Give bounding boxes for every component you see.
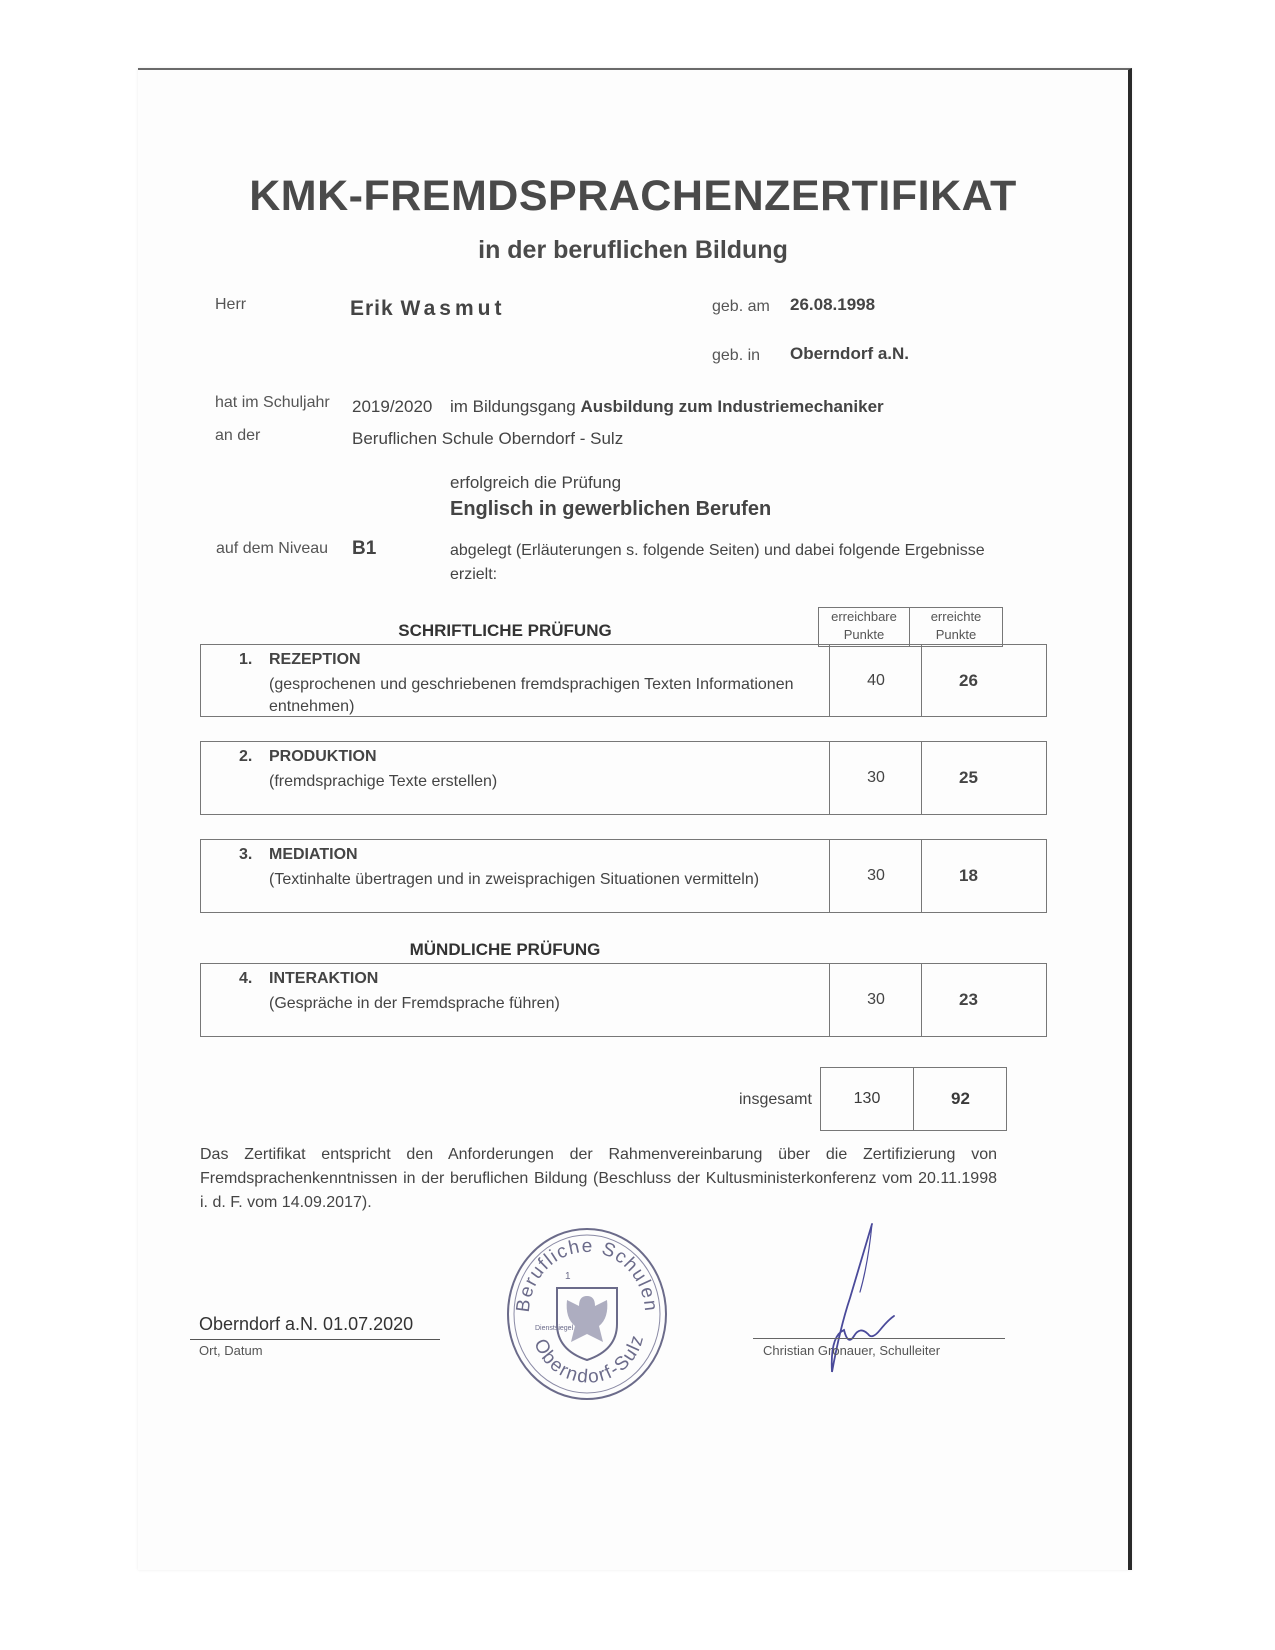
achieved-points-header-line1: erreichte <box>930 609 982 624</box>
total-label: insgesamt <box>739 1091 812 1108</box>
row-number: 4. <box>239 970 253 987</box>
birth-place: Oberndorf a.N. <box>790 344 910 363</box>
row-title: REZEPTION <box>269 651 361 668</box>
row-max-points: 40 <box>829 645 922 716</box>
row-achieved-points: 23 <box>921 964 1015 1036</box>
row-description: (Textinhalte übertragen und in zweisprachigen Situationen vermitteln) <box>269 871 760 888</box>
achieved-points-header-line2: Punkte <box>935 627 977 642</box>
oral-exam-heading: MÜNDLICHE PRÜFUNG <box>409 940 601 959</box>
table-row <box>200 963 1047 1037</box>
row-title: INTERAKTION <box>269 970 379 987</box>
written-exam-heading: SCHRIFTLICHE PRÜFUNG <box>398 621 612 640</box>
certificate-subtitle: in der beruflichen Bildung <box>478 236 788 264</box>
level-label: auf dem Niveau <box>216 540 329 557</box>
course-name: Ausbildung zum Industriemechaniker <box>580 397 884 416</box>
max-points-header-line2: Punkte <box>843 627 885 642</box>
level-value: B1 <box>352 538 377 559</box>
table-row <box>200 839 1047 913</box>
row-achieved-points: 26 <box>921 645 1015 716</box>
place-date-line <box>190 1339 440 1340</box>
total-box <box>820 1067 1007 1131</box>
row-achieved-points: 25 <box>921 742 1015 814</box>
school-name: Beruflichen Schule Oberndorf - Sulz <box>352 429 624 448</box>
row-max-points: 30 <box>829 964 922 1036</box>
row-description: (gesprochenen und geschriebenen fremdsprachigen Texten Informationen entnehmen) <box>269 676 794 715</box>
result-text: abgelegt (Erläuterungen s. folgende Seiten) und dabei folgende Ergebnisse erzielt: <box>450 542 985 583</box>
place-date: Oberndorf a.N. 01.07.2020 <box>199 1314 414 1334</box>
max-points-header <box>818 607 910 647</box>
birth-place-label: geb. in <box>712 347 761 364</box>
person-name <box>350 297 505 321</box>
row-number: 3. <box>239 846 253 863</box>
table-row <box>200 741 1047 815</box>
max-points-header-line1: erreichbare <box>831 609 897 624</box>
seal-small-text: Dienstsiegel <box>535 1325 574 1332</box>
course-line <box>450 397 884 417</box>
table-row <box>200 644 1047 717</box>
signer-name: Christian Gronauer, Schulleiter <box>763 1343 941 1358</box>
row-description: (Gespräche in der Fremdsprache führen) <box>269 995 560 1012</box>
seal-number: 1 <box>565 1271 571 1282</box>
total-max-points: 130 <box>853 1090 881 1107</box>
last-name: Wasmut <box>400 297 506 320</box>
birth-date-label: geb. am <box>712 298 770 315</box>
certificate-title: KMK-FREMDSPRACHENZERTIFIKAT <box>249 172 1017 220</box>
row-max-points: 30 <box>829 742 922 814</box>
row-description: (fremdsprachige Texte erstellen) <box>269 773 498 790</box>
place-date-label: Ort, Datum <box>199 1343 263 1358</box>
course-prefix: im Bildungsgang <box>450 397 576 416</box>
exam-intro: erfolgreich die Prüfung <box>450 473 622 492</box>
exam-name: Englisch in gewerblichen Berufen <box>450 498 772 520</box>
school-year: 2019/2020 <box>352 397 433 416</box>
certificate-statement: Das Zertifikat entspricht den Anforderungen der Rahmenvereinbarung über die Zertifizierung von Fremdsprachenkenntnissen in der beruflichen Bildung (Beschluss der Kultusministerkonferenz vom 20.11.1998 i. d. F. vom 14.09.2017). <box>200 1146 997 1211</box>
achieved-points-header <box>909 607 1003 647</box>
row-title: PRODUKTION <box>269 748 377 765</box>
first-name: Erik <box>350 297 394 320</box>
salutation: Herr <box>215 296 247 313</box>
row-max-points: 30 <box>829 840 922 912</box>
row-title: MEDIATION <box>269 846 358 863</box>
signature-line <box>753 1338 1005 1339</box>
certificate-page <box>138 68 1132 1570</box>
school-at-label: an der <box>215 427 261 444</box>
school-year-label: hat im Schuljahr <box>215 394 330 411</box>
seal-bottom-text: Oberndorf-Sulz <box>529 1331 649 1388</box>
row-number: 1. <box>239 651 253 668</box>
row-achieved-points: 18 <box>921 840 1015 912</box>
birth-date: 26.08.1998 <box>790 295 876 314</box>
row-number: 2. <box>239 748 253 765</box>
total-achieved-points: 92 <box>913 1068 1007 1130</box>
seal-top-text: Berufliche Schulen <box>512 1235 662 1314</box>
school-seal-icon <box>505 1226 669 1402</box>
